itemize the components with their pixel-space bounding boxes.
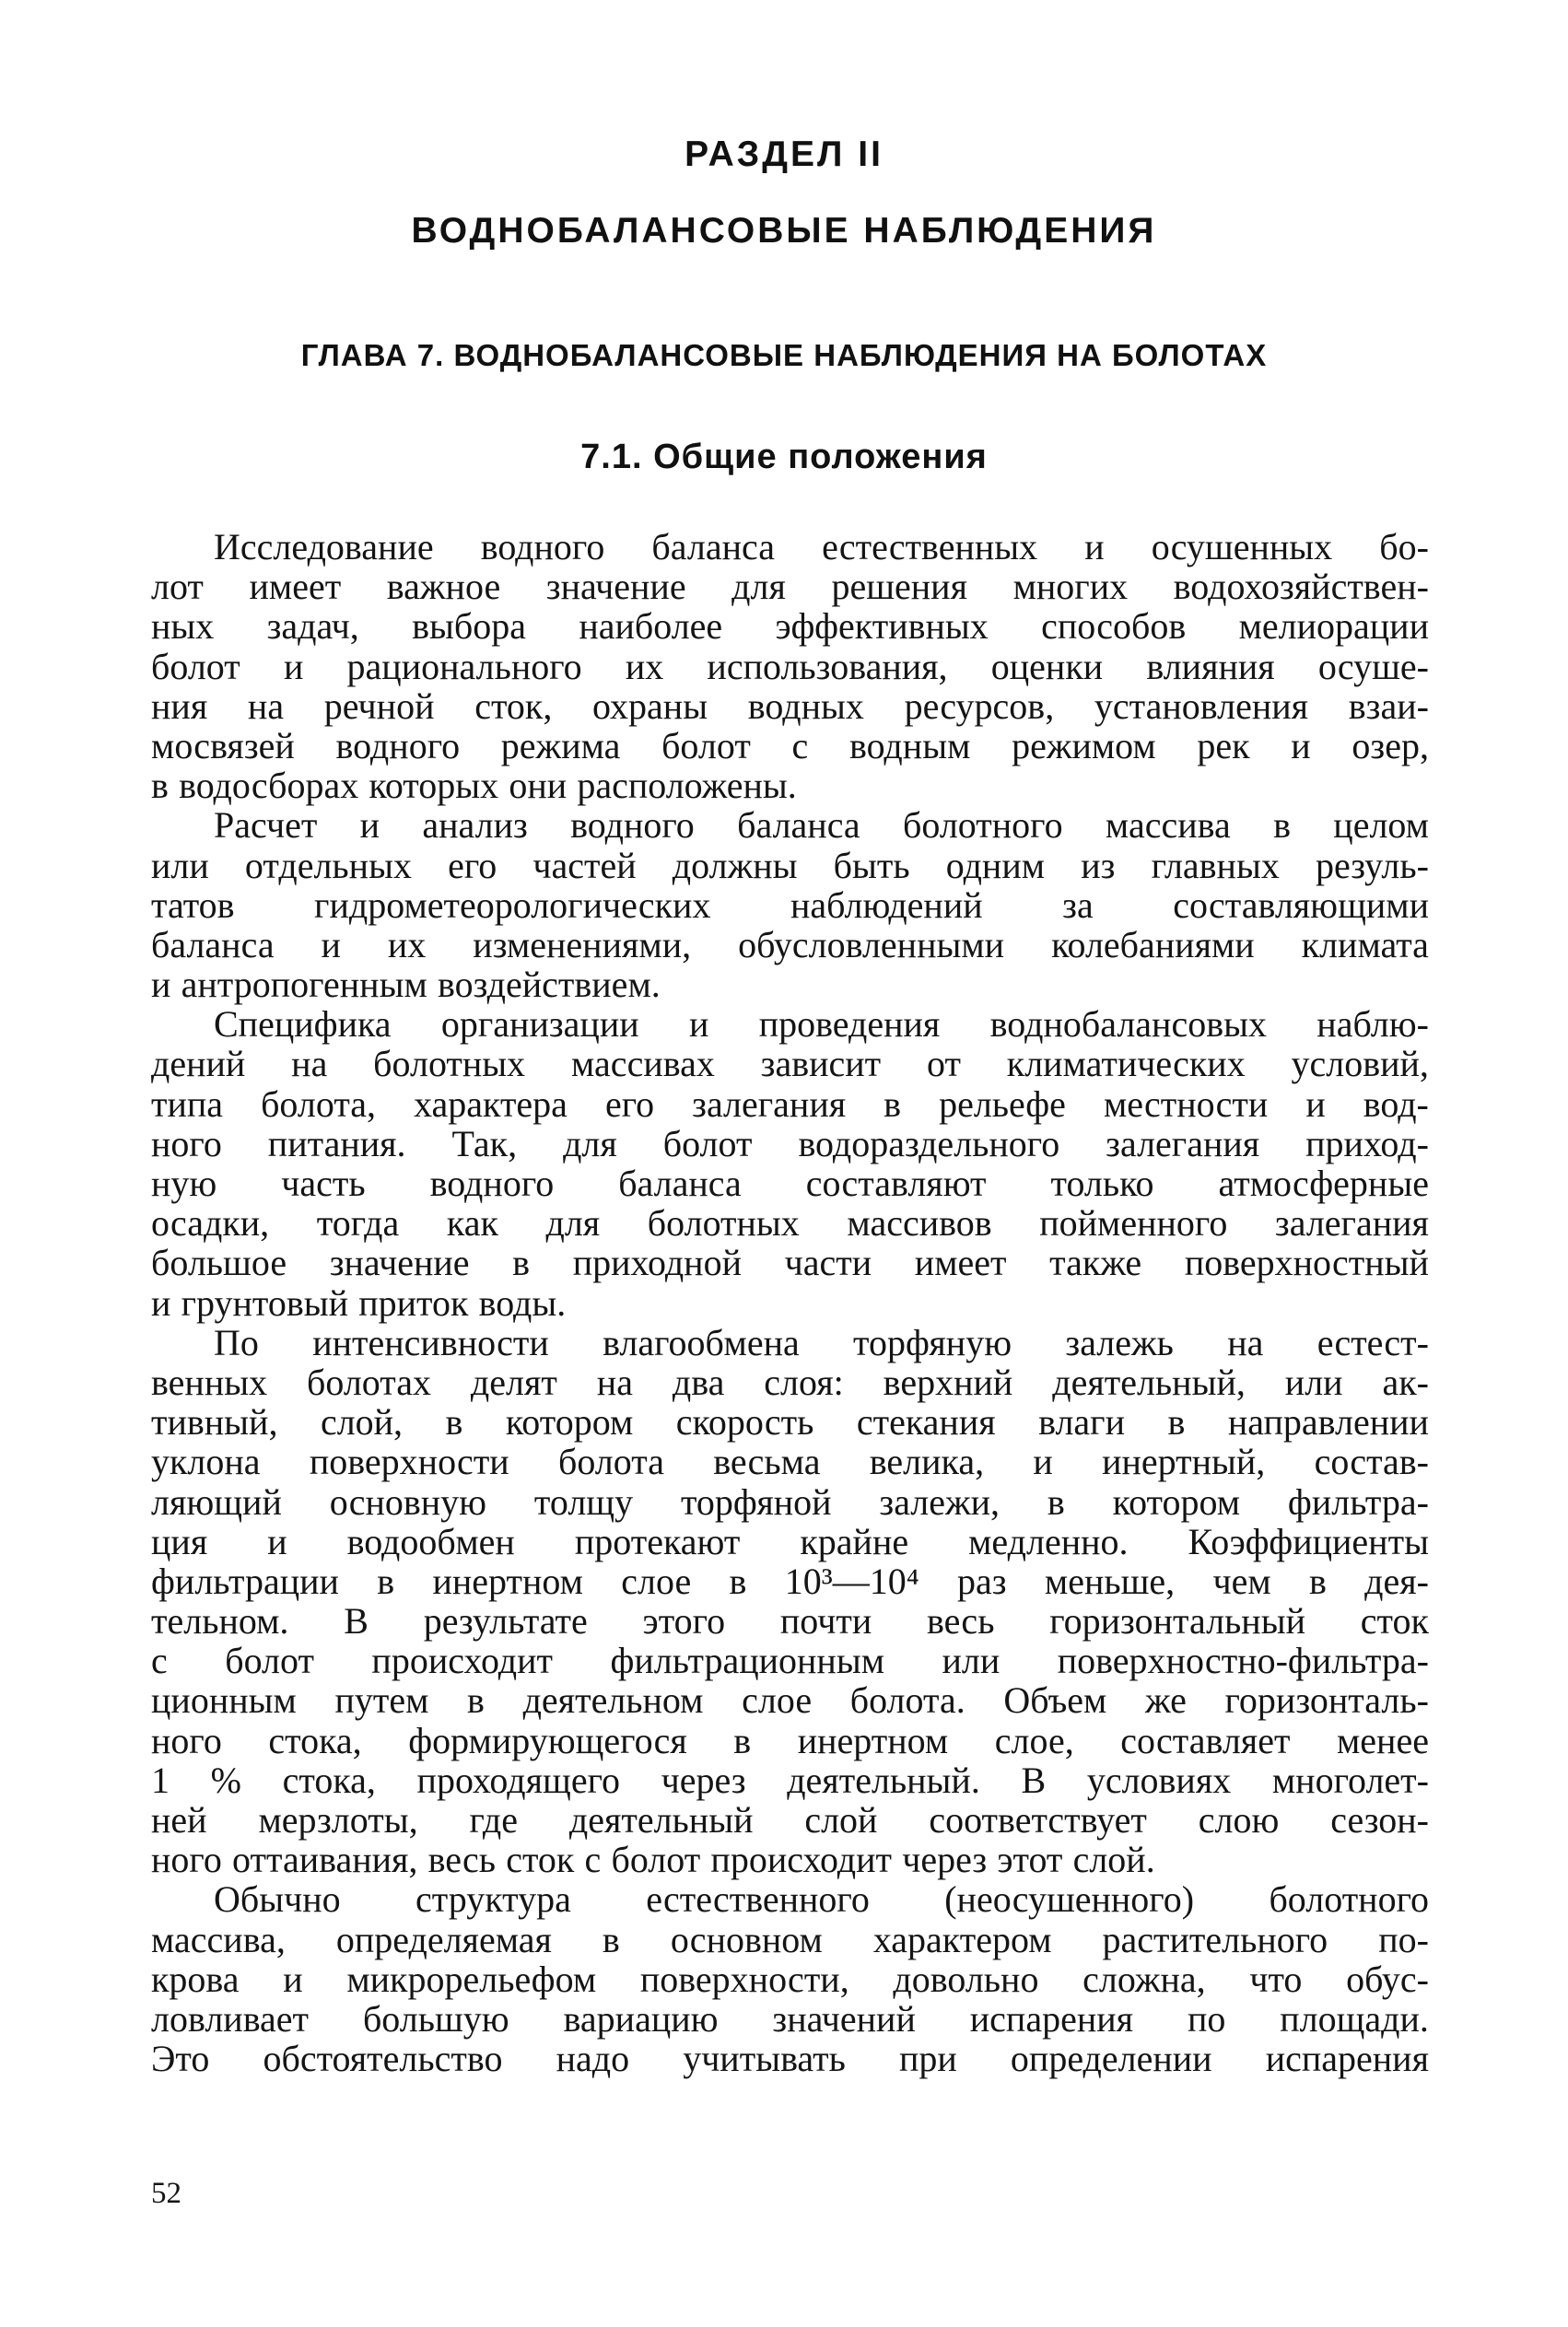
text-line: Это обстоятельство надо учитывать при определении испарения: [151, 2038, 1429, 2080]
text-line: тельном. В результате этого почти весь горизонтальный сток: [151, 1600, 1429, 1643]
text-line: мосвязей водного режима болот с водным режимом рек и озер,: [151, 724, 1429, 766]
section-title: ВОДНОБАЛАНСОВЫЕ НАБЛЮДЕНИЯ: [411, 211, 1157, 251]
paragraph: [151, 805, 1429, 1004]
text-line: ционным путем в деятельном слое болота. Объем же горизонталь-: [151, 1679, 1429, 1722]
text-line: ляющий основную толщу торфяной залежи, в котором фильтра-: [151, 1480, 1429, 1523]
paragraph: [151, 1879, 1429, 2078]
text-line: дений на болотных массивах зависит от климатических условий,: [151, 1043, 1429, 1085]
text-line: ловливает большую вариацию значений испарения по площади.: [151, 1997, 1429, 2040]
chapter-title: ГЛАВА 7. ВОДНОБАЛАНСОВЫЕ НАБЛЮДЕНИЯ НА БОЛОТАХ: [300, 338, 1268, 372]
text-line: с болот происходит фильтрационным или поверхностно-фильтра-: [151, 1640, 1429, 1682]
text-line: осадки, тогда как для болотных массивов пойменного залегания: [151, 1202, 1429, 1245]
text-line: По интенсивности влагообмена торфяную залежь на естест-: [214, 1321, 1429, 1363]
text-line: лот имеет важное значение для решения многих водохозяйствен-: [151, 566, 1429, 608]
text-line: уклона поверхности болота весьма велика, и инертный, состав-: [151, 1441, 1429, 1483]
paragraph: [151, 1323, 1429, 1880]
page-number: 52: [151, 2177, 181, 2210]
text-line: или отдельных его частей должны быть одним из главных резуль-: [151, 844, 1429, 886]
text-line: тивный, слой, в котором скорость стекания влаги в направлении: [151, 1401, 1429, 1444]
text-line: типа болота, характера его залегания в рельефе местности и вод-: [151, 1082, 1429, 1125]
text-line: фильтрации в инертном слое в 10³—10⁴ раз меньше, чем в дея-: [151, 1560, 1429, 1602]
text-line: Обычно структура естественного (неосушенного) болотного: [214, 1878, 1429, 1921]
text-line: в водосборах которых они расположены.: [151, 765, 797, 807]
paragraph: [151, 527, 1429, 805]
text-line: ней мерзлоты, где деятельный слой соответствует слою сезон-: [151, 1799, 1429, 1841]
text-line: ция и водообмен протекают крайне медленно. Коэффициенты: [151, 1520, 1429, 1562]
text-line: ную часть водного баланса составляют только атмосферные: [151, 1163, 1429, 1204]
text-line: ного питания. Так, для болот водораздельного залегания приход-: [151, 1122, 1429, 1164]
text-line: баланса и их изменениями, обусловленными колебаниями климата: [151, 923, 1429, 965]
text-line: Специфика организации и проведения воднобалансовых наблю-: [214, 1003, 1429, 1046]
body-text: [151, 527, 1429, 2078]
text-line: болот и рационального их использования, оценки влияния осуше-: [151, 645, 1429, 687]
text-line: большое значение в приходной части имеет также поверхностный: [151, 1242, 1429, 1284]
text-line: крова и микрорельефом поверхности, довольно сложна, что обус-: [151, 1958, 1429, 2000]
text-line: и антропогенным воздействием.: [151, 964, 661, 1006]
text-line: массива, определяемая в основном характером растительного по-: [151, 1918, 1429, 1960]
text-line: татов гидрометеорологических наблюдений за составляющими: [151, 883, 1429, 926]
text-line: ного оттаивания, весь сток с болот происходит через этот слой.: [151, 1839, 1155, 1881]
text-line: и грунтовый приток воды.: [151, 1281, 567, 1324]
text-line: ния на речной сток, охраны водных ресурсов, установления взаи-: [151, 684, 1429, 727]
text-line: венных болотах делят на два слоя: верхний деятельный, или ак-: [151, 1361, 1429, 1403]
text-line: ного стока, формирующегося в инертном слое, составляет менее: [151, 1719, 1429, 1761]
subsection-title: 7.1. Общие положения: [580, 438, 988, 476]
text-line: ных задач, выбора наиболее эффективных способов мелиорации: [151, 605, 1429, 648]
text-line: 1 % стока, проходящего через деятельный. В условиях многолет-: [151, 1759, 1429, 1801]
section-label: РАЗДЕЛ II: [685, 134, 883, 174]
text-line: Исследование водного баланса естественных и осушенных бо-: [214, 526, 1429, 567]
paragraph: [151, 1004, 1429, 1323]
text-line: Расчет и анализ водного баланса болотного массива в целом: [214, 804, 1429, 847]
